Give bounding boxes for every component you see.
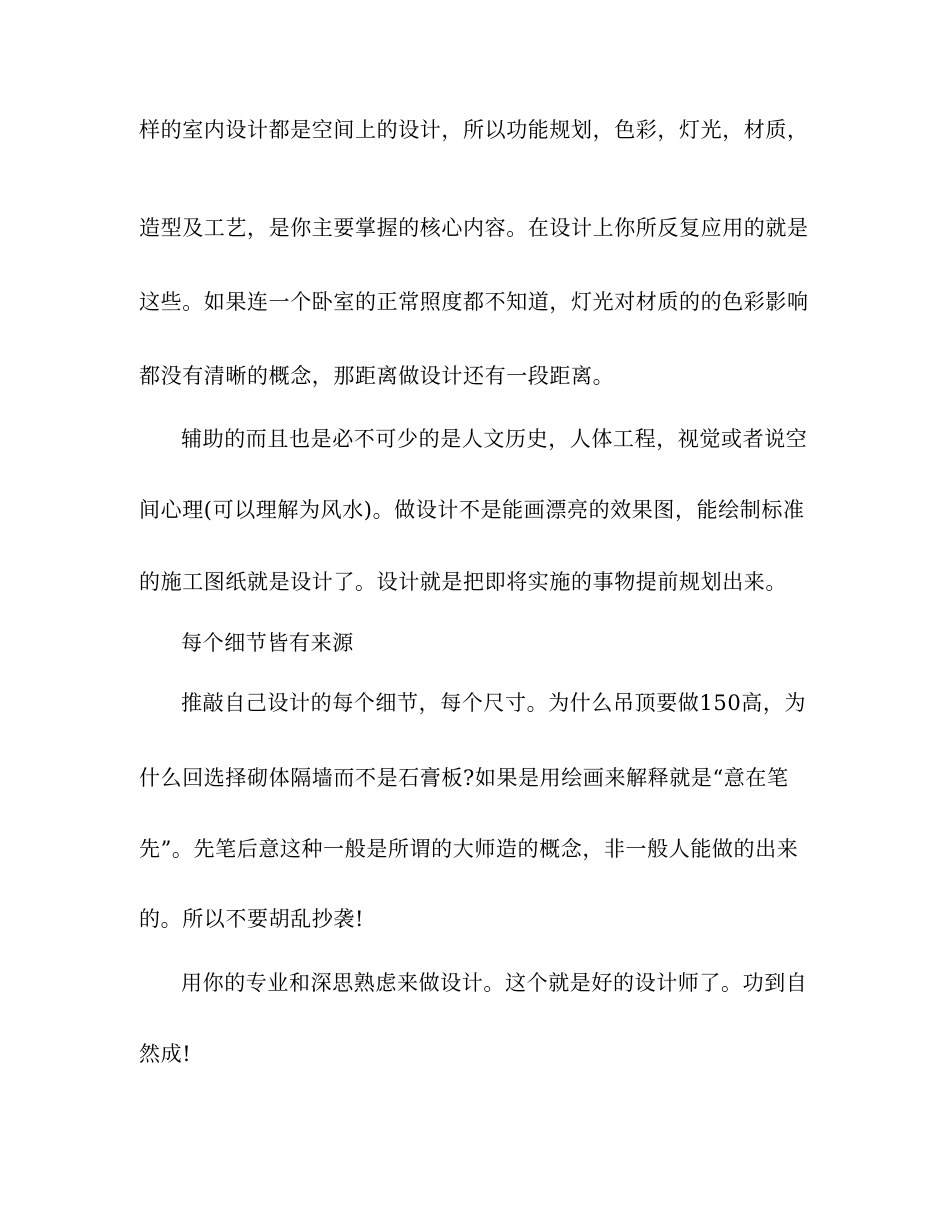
paragraph-line: 这些。如果连一个卧室的正常照度都不知道，灯光对材质的的色彩影响 [139,290,809,314]
paragraph-line: 辅助的而且也是必不可少的是人文历史，人体工程，视觉或者说空 [181,427,808,451]
paragraph-line: 样的室内设计都是空间上的设计，所以功能规划，色彩，灯光，材质， [139,118,809,142]
paragraph-line: 都没有清晰的概念，那距离做设计还有一段距离。 [139,364,615,388]
paragraph-line: 什么回选择砌体隔墙而不是石膏板?如果是用绘画来解释就是“意在笔 [139,766,789,790]
paragraph-line: 的施工图纸就是设计了。设计就是把即将实施的事物提前规划出来。 [139,570,787,594]
paragraph-line: 的。所以不要胡乱抄袭! [139,907,365,931]
paragraph-line: 先”。先笔后意这种一般是所谓的大师造的概念，非一般人能做的出来 [139,837,799,861]
paragraph-line: 造型及工艺，是你主要掌握的核心内容。在设计上你所反复应用的就是 [139,216,809,240]
paragraph-line: 推敲自己设计的每个细节，每个尺寸。为什么吊顶要做150高，为 [181,691,807,715]
paragraph-line: 然成! [139,1042,192,1066]
paragraph-line: 用你的专业和深思熟虑来做设计。这个就是好的设计师了。功到自 [181,971,808,995]
section-heading: 每个细节皆有来源 [181,631,354,655]
paragraph-line: 间心理(可以理解为风水)。做设计不是能画漂亮的效果图，能绘制标准 [139,498,805,522]
